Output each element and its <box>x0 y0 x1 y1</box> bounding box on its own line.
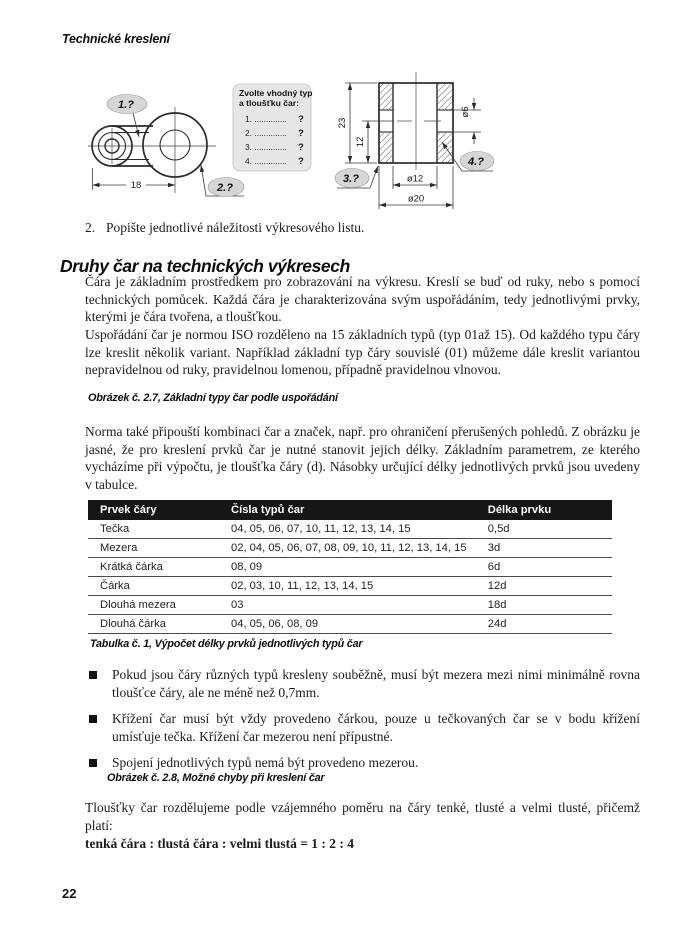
cell-types: 08, 09 <box>219 558 476 577</box>
paragraph-1: Čára je základním prostředkem pro zobrazování na výkresu. Kreslí se buď od ruky, nebo s pomocí technických pomůcek. Každá čára je charakterizována svým uspořádáním, tedy jednotlivými prvky, kterými je čára tvořena, a tloušťkou. <box>85 274 640 325</box>
box-item-1: 1. .............. <box>245 114 287 124</box>
instruction-box <box>233 84 313 171</box>
balloon3-label: 3.? <box>343 173 359 185</box>
cell-length: 0,5d <box>476 520 612 539</box>
hatch-left-top <box>380 84 392 109</box>
bullet-text: Křížení čar musí být vždy provedeno čárkou, pouze u tečkovaných čar se v bodu křížení umísťuje tečka. Křížení čar mezerou není přípustné. <box>112 711 640 744</box>
table-1-caption: Tabulka č. 1, Výpočet délky prvků jednotlivých typů čar <box>90 638 363 650</box>
exercise-item-2 <box>85 220 641 236</box>
cell-element: Dlouhá mezera <box>88 596 219 615</box>
figure-2-7-caption: Obrázek č. 2.7, Základní typy čar podle uspořádání <box>88 392 338 404</box>
left-view-link-part <box>88 95 244 197</box>
cell-length: 12d <box>476 577 612 596</box>
dim18-label: 18 <box>130 180 142 191</box>
cell-types: 02, 03, 10, 11, 12, 13, 14, 15 <box>219 577 476 596</box>
cell-element: Tečka <box>88 520 219 539</box>
table-row <box>88 539 612 558</box>
bullet-text: Pokud jsou čáry různých typů kresleny souběžně, musí být mezera mezi nimi minimálně rovna tloušťce čáry, ale ne méně než 0,7mm. <box>112 667 640 700</box>
cell-types: 04, 05, 06, 07, 10, 11, 12, 13, 14, 15 <box>219 520 476 539</box>
column-header-prvek-cary: Prvek čáry <box>88 500 219 520</box>
cell-element: Mezera <box>88 539 219 558</box>
table-row <box>88 615 612 634</box>
box-item-2: 2. .............. <box>245 128 287 138</box>
figure-2-8-caption: Obrázek č. 2.8, Možné chyby při kreslení čar <box>107 772 325 784</box>
table-row <box>88 596 612 615</box>
paragraph-3: Norma také připouští kombinaci čar a značek, např. pro ohraničení přerušených pohledů. Z obrázku je jasné, že pro kreslení prvků čar je nutné stanovit jejich délky. Základním parametrem, ze kterého vycházíme při výpočtu, je tloušťka čáry (d). Násobky určující délky jednotlivých prvků jsou uvedeny v tabulce. <box>85 424 640 492</box>
cell-length: 6d <box>476 558 612 577</box>
exercise-number: 2. <box>85 220 96 235</box>
square-bullet-icon <box>89 715 97 723</box>
cell-types: 03 <box>219 596 476 615</box>
dia20-label: ø20 <box>407 193 425 205</box>
box-item-2-question: ? <box>298 128 304 139</box>
box-item-4-question: ? <box>298 156 304 167</box>
hatch-right-top <box>438 84 452 109</box>
right-view-section <box>335 72 494 209</box>
list-item <box>88 666 640 701</box>
column-header-cisla-typu-car: Čísla typů čar <box>219 500 476 520</box>
box-item-3-question: ? <box>298 142 304 153</box>
line-element-length-table <box>88 500 612 634</box>
balloon4-label: 4.? <box>468 156 484 168</box>
box-title-line1: Zvolte vhodný typ <box>239 88 313 98</box>
table-header-row <box>88 500 612 520</box>
balloon1-label: 1.? <box>118 99 134 111</box>
box-title-line2: a tloušťku čar: <box>239 98 299 108</box>
rules-bullet-list <box>88 666 640 781</box>
hatch-right-bottom <box>438 133 452 162</box>
section-title: Druhy čar na technických výkresech <box>60 255 350 276</box>
cell-element: Čárka <box>88 577 219 596</box>
dim12-label: 12 <box>355 136 366 148</box>
dia12-label: ø12 <box>406 173 424 185</box>
page-number: 22 <box>62 886 77 901</box>
cell-length: 24d <box>476 615 612 634</box>
square-bullet-icon <box>89 671 97 679</box>
cell-element: Dlouhá čárka <box>88 615 219 634</box>
table-row <box>88 520 612 539</box>
hatch-left-bottom <box>380 133 392 162</box>
exercise-text: Popište jednotlivé náležitosti výkresového listu. <box>106 220 365 235</box>
running-header: Technické kreslení <box>62 32 170 46</box>
cell-types: 04, 05, 06, 08, 09 <box>219 615 476 634</box>
box-item-4: 4. .............. <box>245 156 287 166</box>
balloon1-leader <box>133 113 139 137</box>
paragraph-2: Uspořádání čar je normou ISO rozděleno na 15 základních typů (typ 01až 15). Od každého typu čáry lze kreslit několik variant. Například základní typ čáry souvislé (01) můžeme dále kreslit variantou nepravidelnou od ruky, pravidelnou lomenou, případně pravidelnou vlnovou. <box>85 327 640 378</box>
cell-element: Krátká čárka <box>88 558 219 577</box>
balloon2-label: 2.? <box>217 182 233 194</box>
cell-length: 3d <box>476 539 612 558</box>
dia6-label: ø6 <box>460 106 471 118</box>
table-row <box>88 577 612 596</box>
square-bullet-icon <box>89 759 97 767</box>
cell-length: 18d <box>476 596 612 615</box>
list-item <box>88 754 640 772</box>
figure-2-6-line-types-drawing <box>0 0 700 230</box>
cell-types: 02, 04, 05, 06, 07, 08, 09, 10, 11, 12, 13, 14, 15 <box>219 539 476 558</box>
box-item-3: 3. .............. <box>245 142 287 152</box>
dim23-label: 23 <box>337 117 348 129</box>
column-header-delka-prvku: Délka prvku <box>476 500 612 520</box>
line-thickness-ratio: tenká čára : tlustá čára : velmi tlustá = 1 : 2 : 4 <box>85 836 355 851</box>
bullet-text: Spojení jednotlivých typů nemá být provedeno mezerou. <box>112 755 419 771</box>
list-item <box>88 710 640 745</box>
table-row <box>88 558 612 577</box>
paragraph-4: Tloušťky čar rozdělujeme podle vzájemného poměru na čáry tenké, tlusté a velmi tlusté, přičemž platí: <box>85 800 640 833</box>
box-item-1-question: ? <box>298 114 304 125</box>
